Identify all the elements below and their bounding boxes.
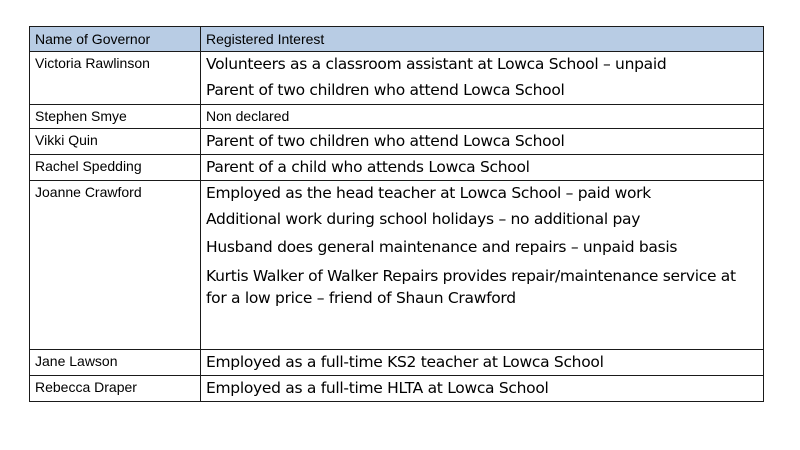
interest-line: Employed as a full-time HLTA at Lowca School — [206, 379, 549, 397]
registered-interest-cell — [201, 155, 764, 181]
governor-name: Joanne Crawford — [30, 181, 201, 350]
header-name-of-governor: Name of Governor — [30, 27, 201, 52]
table-row — [30, 105, 764, 129]
interest-line: Non declared — [206, 108, 290, 124]
interest-line: Employed as the head teacher at Lowca School – paid work — [206, 184, 651, 202]
interest-line: Volunteers as a classroom assistant at Lowca School – unpaid — [206, 55, 667, 73]
registered-interest-cell — [201, 52, 764, 105]
governor-name: Rachel Spedding — [30, 155, 201, 181]
registered-interest-cell — [201, 376, 764, 402]
registered-interest-cell — [201, 129, 764, 155]
governor-name: Stephen Smye — [30, 105, 201, 129]
interest-line: Kurtis Walker of Walker Repairs provides repair/maintenance service at for a low price – friend of Shaun Crawford — [206, 267, 736, 307]
table-row — [30, 350, 764, 376]
table-row — [30, 52, 764, 105]
governor-name: Jane Lawson — [30, 350, 201, 376]
table-row — [30, 181, 764, 350]
interest-line: Husband does general maintenance and repairs – unpaid basis — [206, 238, 678, 256]
table-row — [30, 155, 764, 181]
interest-line: Additional work during school holidays – no additional pay — [206, 210, 641, 228]
governor-name: Victoria Rawlinson — [30, 52, 201, 105]
interest-line: Parent of two children who attend Lowca School — [206, 132, 565, 150]
registered-interest-cell — [201, 105, 764, 129]
governor-name: Vikki Quin — [30, 129, 201, 155]
interest-line: Employed as a full-time KS2 teacher at Lowca School — [206, 353, 604, 371]
table-row — [30, 129, 764, 155]
table-header-row — [30, 27, 764, 52]
registered-interest-cell — [201, 350, 764, 376]
interest-line: Parent of a child who attends Lowca School — [206, 158, 530, 176]
governor-interests-table — [29, 26, 764, 402]
table-row — [30, 376, 764, 402]
governor-name: Rebecca Draper — [30, 376, 201, 402]
registered-interest-cell — [201, 181, 764, 350]
interest-line: Parent of two children who attend Lowca School — [206, 81, 565, 99]
header-registered-interest: Registered Interest — [201, 27, 764, 52]
